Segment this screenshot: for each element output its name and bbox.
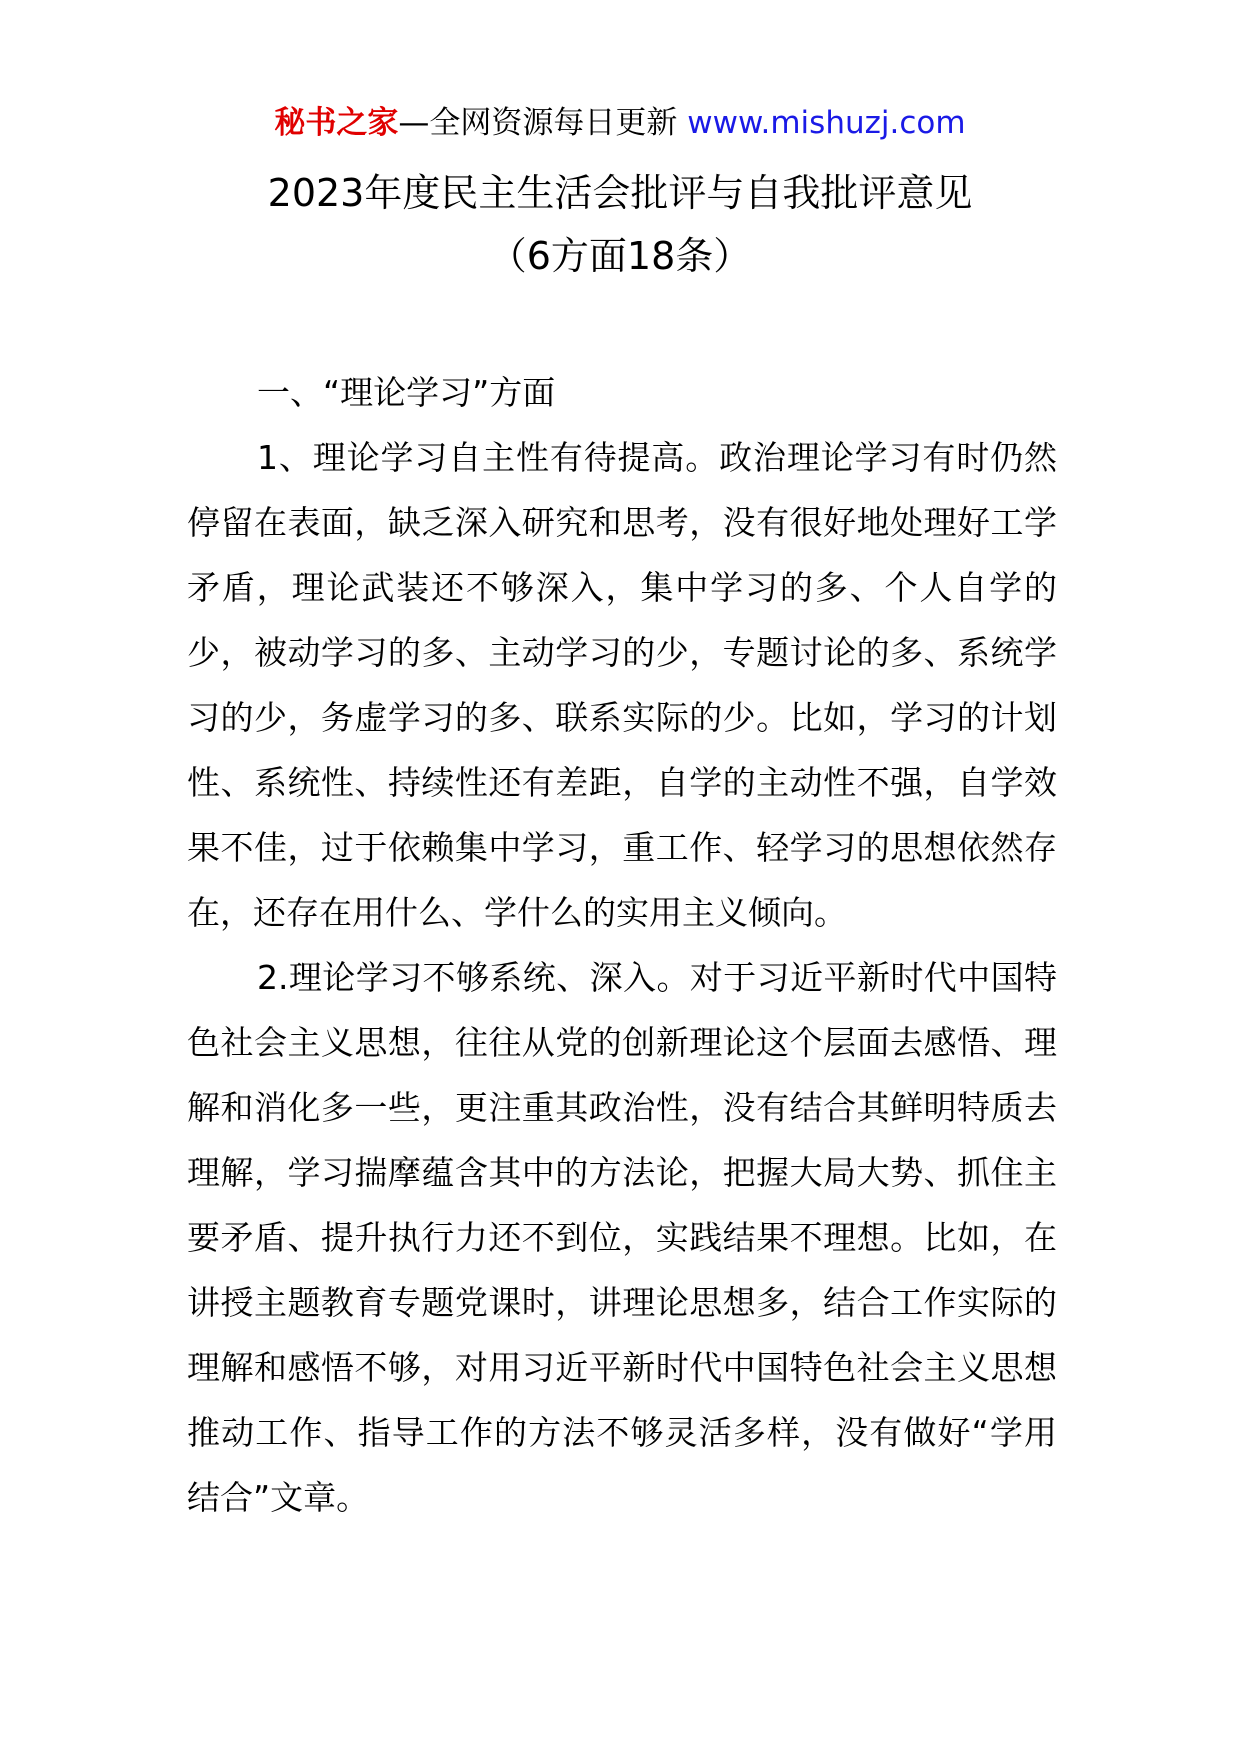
document-body [187,360,1057,1530]
paragraph-1: 1、理论学习自主性有待提高。政治理论学习有时仍然停留在表面，缺乏深入研究和思考，没有很好地处理好工学矛盾，理论武装还不够深入，集中学习的多、个人自学的少，被动学习的多、主动学习的少，专题讨论的多、系统学习的少，务虚学习的多、联系实际的少。比如，学习的计划性、系统性、持续性还有差距，自学的主动性不强，自学效果不佳，过于依赖集中学习，重工作、轻学习的思想依然存在，还存在用什么、学什么的实用主义倾向。 [187,438,1057,932]
document-subtitle: （6方面18条） [488,234,752,278]
paragraph-2: 2.理论学习不够系统、深入。对于习近平新时代中国特色社会主义思想，往往从党的创新理论这个层面去感悟、理解和消化多一些，更注重其政治性，没有结合其鲜明特质去理解，学习揣摩蕴含其中的方法论，把握大局大势、抓住主要矛盾、提升执行力还不到位，实践结果不理想。比如，在讲授主题教育专题党课时，讲理论思想多，结合工作实际的理解和感悟不够，对用习近平新时代中国特色社会主义思想推动工作、指导工作的方法不够灵活多样，没有做好“学用结合”文章。 [187,958,1057,1517]
site-url[interactable]: www.mishuzj.com [687,105,966,141]
section-heading: 一、“理论学习”方面 [257,373,556,412]
brand-name: 秘书之家 [274,105,399,141]
site-header [0,100,1240,146]
document-title: 2023年度民主生活会批评与自我批评意见 [267,171,973,215]
header-tagline: —全网资源每日更新 [398,105,678,141]
